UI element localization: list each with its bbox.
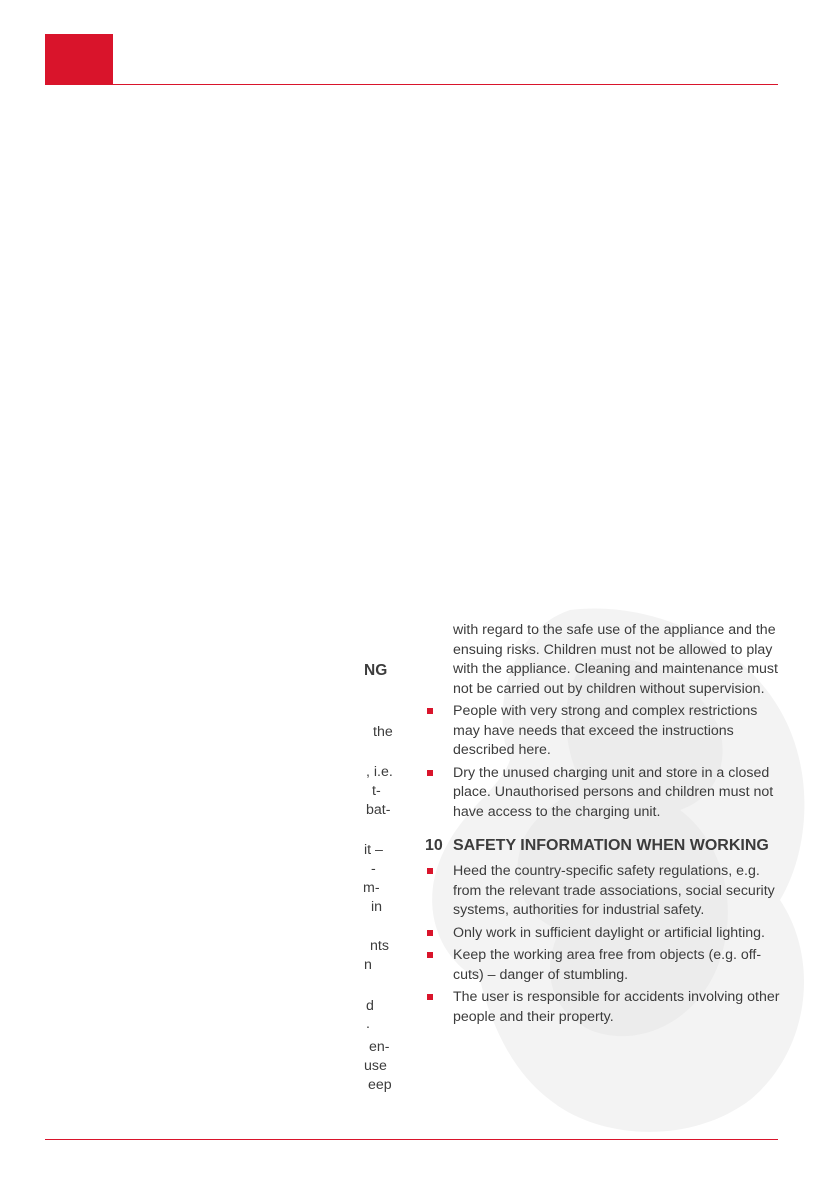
bullet-text: Heed the country-specific safety regulations, e.g. from the relevant trade associations, social security systems, authorities for industrial safety.: [453, 863, 775, 918]
bullet-text: Dry the unused charging unit and store in a closed place. Unauthorised persons and children must not have access to the charging unit.: [453, 764, 774, 820]
header-color-block: [45, 34, 113, 85]
left-fragment: NG: [364, 662, 388, 679]
left-fragment: -: [371, 861, 376, 877]
bullet-item: [453, 924, 783, 944]
left-fragment: d: [366, 998, 374, 1014]
bullet-text: The user is responsible for accidents involving other people and their property.: [453, 989, 780, 1025]
bullet-square-icon: [427, 952, 433, 958]
section-heading: [425, 836, 783, 856]
left-fragment: eep: [368, 1077, 392, 1093]
left-fragment: , i.e.: [366, 764, 393, 780]
bullet-text: People with very strong and complex restrictions may have needs that exceed the instructions described here.: [453, 703, 758, 758]
bullet-square-icon: [427, 708, 433, 714]
bullet-item: [453, 946, 783, 985]
section-number: 10: [425, 837, 443, 854]
left-fragment: use: [364, 1058, 387, 1074]
left-fragment: it –: [364, 842, 383, 858]
bullet-item: [453, 862, 783, 921]
section-title: SAFETY INFORMATION WHEN WORKING: [453, 837, 769, 854]
footer-rule: [45, 1139, 778, 1140]
bullet-item: [453, 988, 783, 1027]
left-fragment: n: [364, 957, 372, 973]
bullet-square-icon: [427, 770, 433, 776]
bullet-text: Keep the working area free from objects (e.g. off-cuts) – danger of stumbling.: [453, 947, 762, 983]
header-rule: [45, 84, 778, 85]
left-fragment: .: [366, 1016, 370, 1032]
intro-paragraph: with regard to the safe use of the appliance and the ensuing risks. Children must not be allowed to play with the appliance. Cleaning and maintenance must not be carried out by children without supervision.: [453, 622, 778, 697]
left-fragment: in: [371, 899, 383, 915]
left-fragment: m-: [363, 880, 380, 896]
bullet-text: Only work in sufficient daylight or artificial lighting.: [453, 924, 766, 941]
left-fragment: t-: [372, 783, 381, 799]
bullet-square-icon: [427, 930, 433, 936]
left-fragment: the: [373, 724, 393, 740]
bullet-item: [453, 702, 783, 761]
left-fragment: en-: [369, 1039, 390, 1055]
left-fragment: bat-: [366, 802, 391, 818]
bullet-square-icon: [427, 994, 433, 1000]
right-column: [425, 621, 783, 1030]
bullet-item: [453, 764, 783, 823]
bullet-square-icon: [427, 868, 433, 874]
left-fragment: nts: [370, 938, 389, 954]
